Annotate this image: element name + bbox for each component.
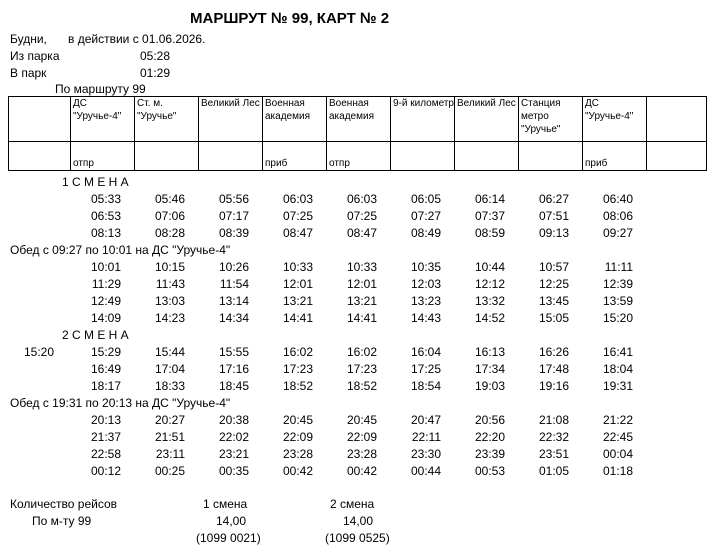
departure-time: 15:29: [90, 345, 121, 359]
departure-time: 13:32: [474, 294, 505, 308]
departure-time: 06:53: [90, 209, 121, 223]
departure-time: 07:27: [410, 209, 441, 223]
departure-time: 23:28: [282, 447, 313, 461]
departure-time: 15:55: [218, 345, 249, 359]
departure-time: 08:06: [602, 209, 633, 223]
departure-time: 12:12: [474, 277, 505, 291]
departure-time: 20:45: [282, 413, 313, 427]
departure-time: 10:57: [538, 260, 569, 274]
trip-row: [0, 344, 724, 361]
departure-time: 22:32: [538, 430, 569, 444]
departure-time: 08:13: [90, 226, 121, 240]
departure-time: 08:49: [410, 226, 441, 240]
trip-row: [0, 429, 724, 446]
departure-time: 12:25: [538, 277, 569, 291]
departure-time: 14:23: [154, 311, 185, 325]
shift-label: 1 С М Е Н А: [62, 175, 129, 189]
departure-time: 23:30: [410, 447, 441, 461]
departure-time: 09:13: [538, 226, 569, 240]
departure-time: 20:56: [474, 413, 505, 427]
departure-time: 08:47: [282, 226, 313, 240]
departure-time: 05:56: [218, 192, 249, 206]
shift2-code: (1099 0525): [325, 531, 390, 545]
stop-mark: [199, 142, 263, 171]
trip-row: [0, 225, 724, 242]
departure-time: 14:41: [282, 311, 313, 325]
departure-time: 07:06: [154, 209, 185, 223]
trip-row: [0, 276, 724, 293]
departure-time: 18:54: [410, 379, 441, 393]
departure-time: 18:17: [90, 379, 121, 393]
departure-time: 13:21: [282, 294, 313, 308]
departure-time: 22:11: [411, 430, 441, 444]
departure-time: 18:04: [602, 362, 633, 376]
shift-change-time: 15:20: [24, 345, 55, 359]
stop-mark: [135, 142, 199, 171]
departure-time: 10:33: [346, 260, 377, 274]
departure-time: 13:23: [410, 294, 441, 308]
route-caption: По маршруту 99: [55, 82, 146, 96]
departure-time: 18:33: [154, 379, 185, 393]
header-blank: [647, 142, 707, 171]
departure-time: 16:02: [282, 345, 313, 359]
departure-time: 11:11: [604, 260, 633, 274]
departure-time: 00:12: [90, 464, 121, 478]
departure-time: 10:35: [410, 260, 441, 274]
trip-row: [0, 310, 724, 327]
departure-time: 06:05: [410, 192, 441, 206]
stops-header-table: [8, 96, 707, 171]
departure-time: 21:22: [602, 413, 633, 427]
departure-time: 10:26: [218, 260, 249, 274]
departure-time: 18:45: [218, 379, 249, 393]
departure-time: 07:25: [346, 209, 377, 223]
trip-row: [0, 259, 724, 276]
stop-mark: [519, 142, 583, 171]
stop-name: Станция метро "Уручье": [519, 97, 583, 142]
shift-label: 2 С М Е Н А: [62, 328, 129, 342]
departure-time: 19:03: [474, 379, 505, 393]
departure-time: 21:08: [538, 413, 569, 427]
departure-time: 11:29: [91, 277, 121, 291]
departure-time: 06:40: [602, 192, 633, 206]
stop-name: Ст. м. "Уручье": [135, 97, 199, 142]
departure-time: 10:44: [474, 260, 505, 274]
trip-row: [0, 463, 724, 480]
departure-time: 18:52: [346, 379, 377, 393]
departure-time: 06:03: [346, 192, 377, 206]
departure-time: 16:13: [474, 345, 505, 359]
stop-mark: отпр: [71, 142, 135, 171]
departure-time: 14:52: [474, 311, 505, 325]
trip-row: [0, 378, 724, 395]
departure-time: 17:16: [218, 362, 249, 376]
departure-time: 08:28: [154, 226, 185, 240]
trip-row: [0, 208, 724, 225]
departure-time: 05:46: [154, 192, 185, 206]
stop-name: Великий Лес: [455, 97, 519, 142]
departure-time: 10:01: [90, 260, 121, 274]
departure-time: 14:34: [218, 311, 249, 325]
departure-time: 00:44: [410, 464, 441, 478]
departure-time: 15:44: [154, 345, 185, 359]
departure-time: 18:52: [282, 379, 313, 393]
from-park-time: 05:28: [140, 49, 171, 63]
departure-time: 15:05: [538, 311, 569, 325]
lunch-break: Обед с 09:27 по 10:01 на ДС "Уручье-4": [10, 243, 231, 257]
departure-time: 01:18: [602, 464, 633, 478]
shift2-header: 2 смена: [330, 497, 375, 511]
stop-name: Великий Лес: [199, 97, 263, 142]
shift1-header: 1 смена: [203, 497, 248, 511]
departure-time: 00:42: [282, 464, 313, 478]
to-park-time: 01:29: [140, 66, 171, 80]
header-spacer: [9, 142, 71, 171]
departure-time: 07:37: [474, 209, 505, 223]
valid-from: в действии с 01.06.2026.: [68, 32, 206, 46]
departure-time: 13:03: [154, 294, 185, 308]
departure-time: 07:17: [218, 209, 249, 223]
departure-time: 08:47: [346, 226, 377, 240]
stop-mark: [391, 142, 455, 171]
departure-time: 13:14: [218, 294, 249, 308]
stop-name: 9-й километр: [391, 97, 455, 142]
departure-time: 20:27: [154, 413, 185, 427]
shift1-code: (1099 0021): [196, 531, 261, 545]
departure-time: 07:51: [538, 209, 569, 223]
departure-time: 21:51: [154, 430, 185, 444]
departure-time: 16:02: [346, 345, 377, 359]
departure-time: 15:20: [602, 311, 633, 325]
stop-mark: [455, 142, 519, 171]
departure-time: 20:47: [410, 413, 441, 427]
departure-time: 23:21: [218, 447, 249, 461]
departure-time: 00:25: [154, 464, 185, 478]
departure-time: 17:23: [346, 362, 377, 376]
departure-time: 17:25: [410, 362, 441, 376]
trip-row: [0, 361, 724, 378]
departure-time: 14:41: [346, 311, 377, 325]
trip-row: [0, 293, 724, 310]
departure-time: 22:58: [90, 447, 121, 461]
departure-time: 23:39: [474, 447, 505, 461]
departure-time: 11:54: [219, 277, 249, 291]
departure-time: 17:23: [282, 362, 313, 376]
header-blank: [647, 97, 707, 142]
departure-time: 20:45: [346, 413, 377, 427]
departure-time: 08:59: [474, 226, 505, 240]
departure-time: 13:21: [346, 294, 377, 308]
departure-time: 12:39: [602, 277, 633, 291]
departure-time: 00:35: [218, 464, 249, 478]
departure-time: 06:27: [538, 192, 569, 206]
stop-name: Военная академия: [327, 97, 391, 142]
departure-time: 22:09: [346, 430, 377, 444]
departure-time: 06:14: [474, 192, 505, 206]
departure-time: 23:51: [538, 447, 569, 461]
page-title: МАРШРУТ № 99, КАРТ № 2: [190, 10, 390, 27]
stop-name: ДС "Уручье-4": [583, 97, 647, 142]
header-spacer: [9, 97, 71, 142]
shift1-trip-count: 14,00: [216, 514, 247, 528]
departure-time: 06:03: [282, 192, 313, 206]
departure-time: 12:01: [346, 277, 377, 291]
stop-mark: отпр: [327, 142, 391, 171]
day-type: Будни,: [10, 32, 47, 46]
departure-time: 17:34: [474, 362, 505, 376]
departure-time: 17:48: [538, 362, 569, 376]
departure-time: 22:02: [218, 430, 249, 444]
departure-time: 13:59: [602, 294, 633, 308]
trip-row: [0, 412, 724, 429]
departure-time: 00:53: [474, 464, 505, 478]
route-count-label: По м-ту 99: [32, 514, 92, 528]
departure-time: 00:04: [602, 447, 633, 461]
shift2-trip-count: 14,00: [343, 514, 374, 528]
from-park-label: Из парка: [10, 49, 60, 63]
departure-time: 12:49: [90, 294, 121, 308]
departure-time: 20:38: [218, 413, 249, 427]
departure-time: 21:37: [90, 430, 121, 444]
departure-time: 00:42: [346, 464, 377, 478]
trip-row: [0, 446, 724, 463]
departure-time: 05:33: [90, 192, 121, 206]
departure-time: 23:11: [155, 447, 185, 461]
departure-time: 16:49: [90, 362, 121, 376]
stop-name: Военная академия: [263, 97, 327, 142]
trip-row: [0, 191, 724, 208]
departure-time: 22:45: [602, 430, 633, 444]
departure-time: 19:31: [602, 379, 633, 393]
departure-time: 10:33: [282, 260, 313, 274]
departure-time: 07:25: [282, 209, 313, 223]
lunch-break: Обед с 19:31 по 20:13 на ДС "Уручье-4": [10, 396, 231, 410]
to-park-label: В парк: [10, 66, 47, 80]
departure-time: 13:45: [538, 294, 569, 308]
departure-time: 14:09: [90, 311, 121, 325]
stop-name: ДС "Уручье-4": [71, 97, 135, 142]
departure-time: 16:04: [410, 345, 441, 359]
departure-time: 20:13: [90, 413, 121, 427]
departure-time: 19:16: [538, 379, 569, 393]
departure-time: 01:05: [538, 464, 569, 478]
departure-time: 22:09: [282, 430, 313, 444]
departure-time: 22:20: [474, 430, 505, 444]
departure-time: 14:43: [410, 311, 441, 325]
departure-time: 12:01: [282, 277, 313, 291]
departure-time: 16:26: [538, 345, 569, 359]
departure-time: 09:27: [602, 226, 633, 240]
departure-time: 12:03: [410, 277, 441, 291]
departure-time: 16:41: [602, 345, 633, 359]
departure-time: 17:04: [154, 362, 185, 376]
stop-mark: приб: [263, 142, 327, 171]
departure-time: 23:28: [346, 447, 377, 461]
departure-time: 08:39: [218, 226, 249, 240]
stop-mark: приб: [583, 142, 647, 171]
departure-time: 11:43: [155, 277, 185, 291]
trips-count-label: Количество рейсов: [10, 497, 118, 511]
departure-time: 10:15: [154, 260, 185, 274]
